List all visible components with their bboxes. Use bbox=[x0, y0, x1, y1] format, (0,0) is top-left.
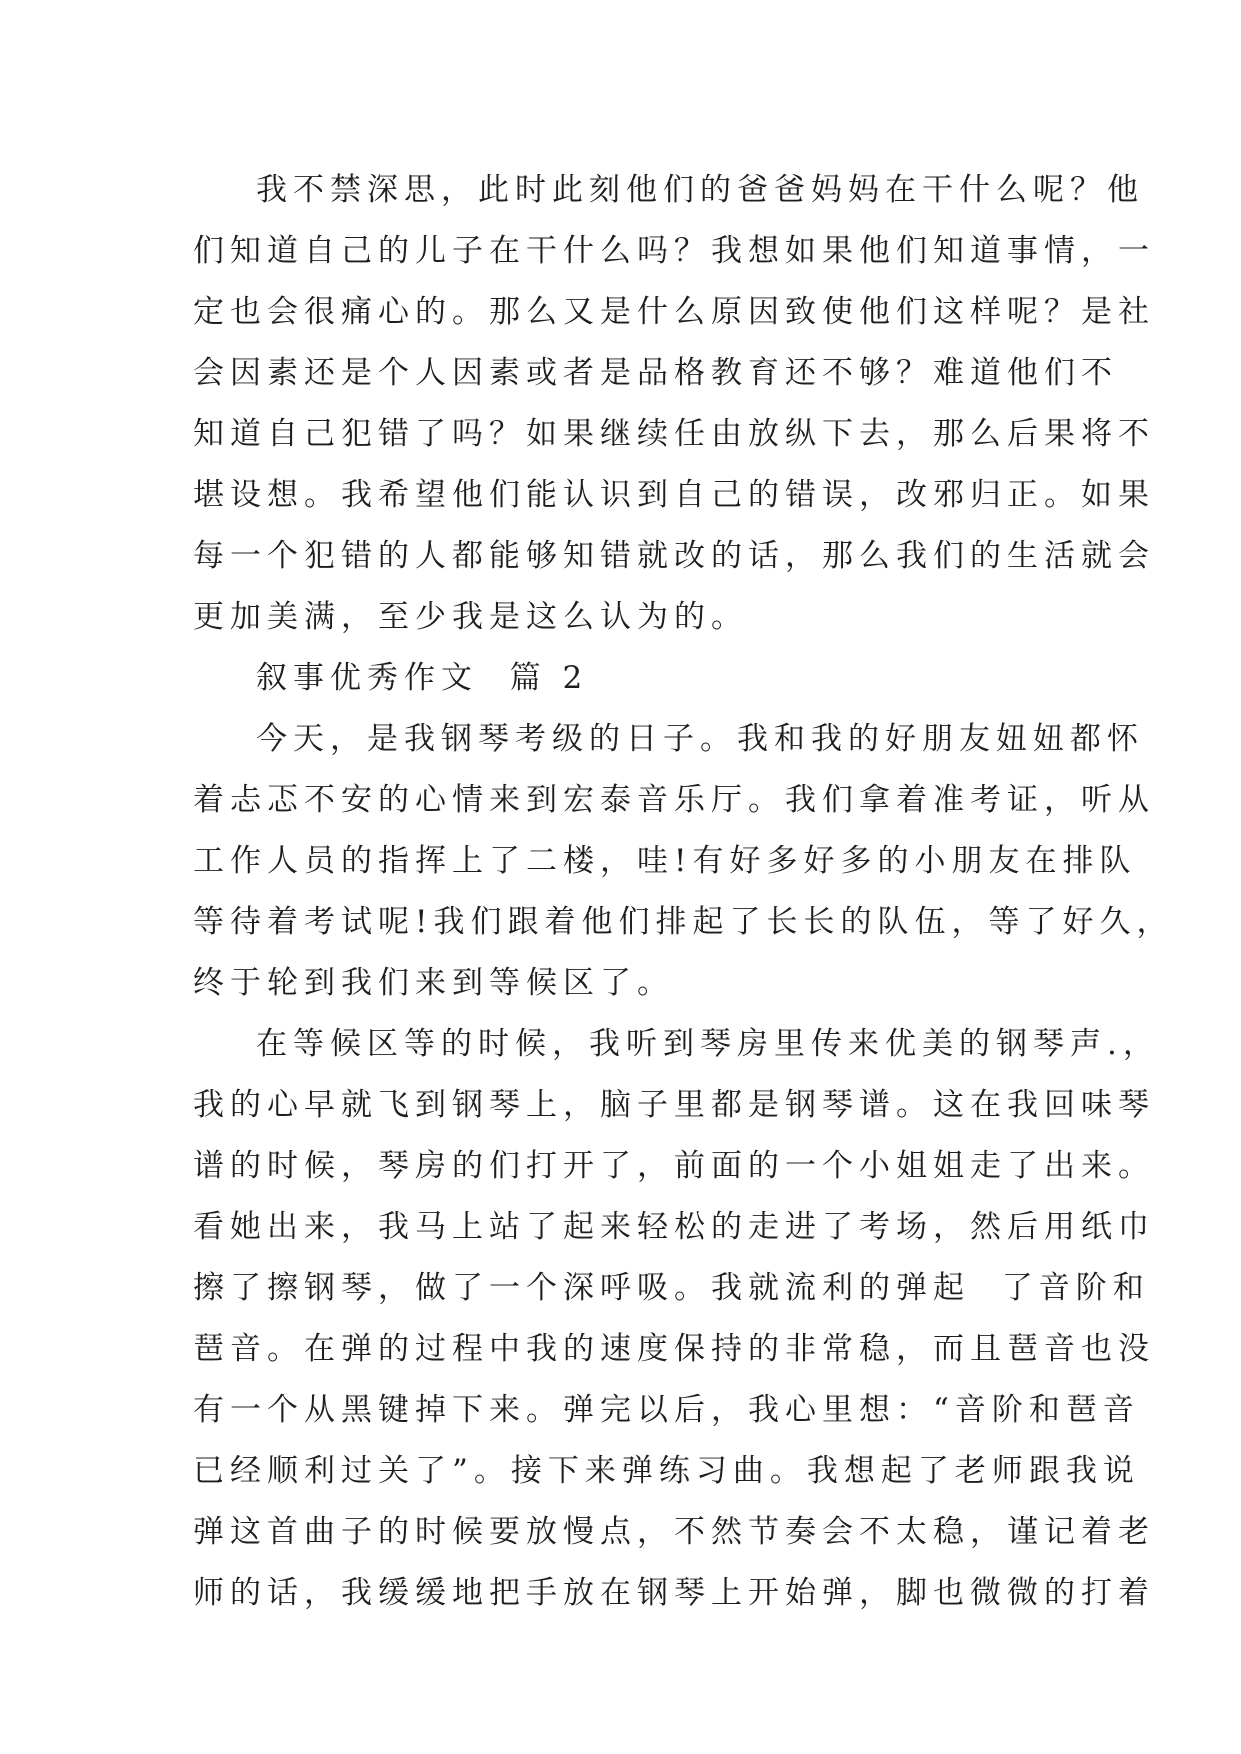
paragraph-line: 等待着考试呢!我们跟着他们排起了长长的队伍，等了好久， bbox=[193, 904, 1174, 940]
paragraph-line: 已经顺利过关了”。接下来弹练习曲。我想起了老师跟我说 bbox=[193, 1453, 1140, 1489]
paragraph-line: 定也会很痛心的。那么又是什么原因致使他们这样呢？是社 bbox=[193, 294, 1155, 330]
paragraph-line: 会因素还是个人因素或者是品格教育还不够？难道他们不 bbox=[193, 355, 1118, 391]
paragraph-line: 今天，是我钢琴考级的日子。我和我的好朋友妞妞都怀 bbox=[256, 721, 1144, 757]
paragraph-line: 谱的时候，琴房的们打开了，前面的一个小姐姐走了出来。 bbox=[193, 1148, 1155, 1184]
paragraph-line: 看她出来，我马上站了起来轻松的走进了考场，然后用纸巾 bbox=[193, 1209, 1155, 1245]
paragraph-line: 在等候区等的时候，我听到琴房里传来优美的钢琴声.， bbox=[256, 1026, 1160, 1062]
paragraph-line: 弹这首曲子的时候要放慢点，不然节奏会不太稳，谨记着老 bbox=[193, 1514, 1155, 1550]
paragraph-line: 堪设想。我希望他们能认识到自己的错误，改邪归正。如果 bbox=[193, 477, 1155, 513]
paragraph-line: 更加美满，至少我是这么认为的。 bbox=[193, 599, 748, 635]
paragraph-line: 知道自己犯错了吗？如果继续任由放纵下去，那么后果将不 bbox=[193, 416, 1155, 452]
essay-text bbox=[193, 160, 1174, 1624]
paragraph-line: 每一个犯错的人都能够知错就改的话，那么我们的生活就会 bbox=[193, 538, 1155, 574]
paragraph-line: 们知道自己的儿子在干什么吗？我想如果他们知道事情，一 bbox=[193, 233, 1155, 269]
paragraph-line: 擦了擦钢琴，做了一个深呼吸。我就流利的弹起 了音阶和 bbox=[193, 1270, 1150, 1306]
paragraph-line: 工作人员的指挥上了二楼，哇!有好多好多的小朋友在排队 bbox=[193, 843, 1137, 879]
paragraph-line: 终于轮到我们来到等候区了。 bbox=[193, 965, 674, 1001]
paragraph-line: 着忐忑不安的心情来到宏泰音乐厅。我们拿着准考证，听从 bbox=[193, 782, 1155, 818]
paragraph-line: 我的心早就飞到钢琴上，脑子里都是钢琴谱。这在我回味琴 bbox=[193, 1087, 1155, 1123]
section-heading: 叙事优秀作文 篇 2 bbox=[256, 660, 589, 696]
paragraph-line: 我不禁深思，此时此刻他们的爸爸妈妈在干什么呢？他 bbox=[256, 172, 1144, 208]
paragraph-line: 有一个从黑键掉下来。弹完以后，我心里想：“音阶和琶音 bbox=[193, 1392, 1140, 1428]
paragraph-line: 师的话，我缓缓地把手放在钢琴上开始弹，脚也微微的打着 bbox=[193, 1575, 1155, 1611]
paragraph-line: 琶音。在弹的过程中我的速度保持的非常稳，而且琶音也没 bbox=[193, 1331, 1155, 1367]
